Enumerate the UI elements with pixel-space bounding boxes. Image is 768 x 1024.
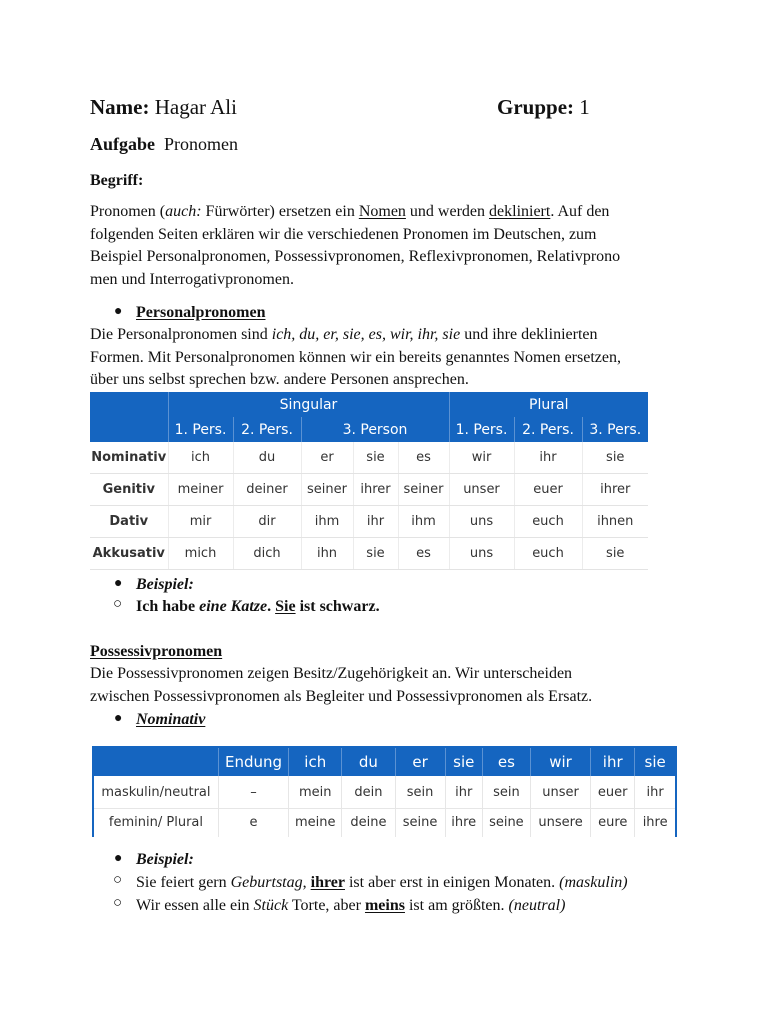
singular-header: Singular (168, 392, 449, 417)
table-row: Dativ mir dir ihm ihr ihm uns euch ihnen (90, 506, 648, 538)
personal-paragraph: Die Personalpronomen sind ich, du, er, sie, es, wir, ihr, sie und ihre deklinierten Formen. Mit Personalpronomen können wir ein bereits genanntes Nomen ersetzen, über uns selbst sprechen bzw. andere Personen ansprechen. (90, 326, 621, 388)
col-header: sie (445, 747, 482, 776)
begriff-heading: Begriff: (90, 172, 144, 189)
bullet-icon: ● (114, 851, 123, 866)
personal-pronoun-table (90, 392, 648, 570)
group-value: 1 (579, 95, 590, 119)
col-header: ihr (591, 747, 635, 776)
col-header: sie (635, 747, 676, 776)
circle-bullet-icon: ○ (113, 596, 123, 612)
plural-header: Plural (449, 392, 648, 417)
col-header: Endung (218, 747, 288, 776)
col-header: wir (530, 747, 590, 776)
name-label: Name: (90, 95, 150, 119)
group-line (497, 95, 590, 120)
group-label: Gruppe: (497, 95, 575, 119)
table-row: Nominativ ich du er sie es wir ihr sie (90, 442, 648, 474)
col-header: 1. Pers. (168, 417, 233, 442)
table-row: Akkusativ mich dich ihn sie es uns euch sie (90, 538, 648, 570)
bullet-icon: ● (114, 576, 123, 591)
table-corner (90, 392, 168, 442)
nominativ-label: Nominativ (136, 711, 206, 728)
name-line (90, 95, 237, 120)
beispiel2-sentence-1: Sie feiert gern Geburtstag, ihrer ist aber erst in einigen Monaten. (maskulin) (136, 874, 628, 891)
col-header: 1. Pers. (449, 417, 514, 442)
col-header: 2. Pers. (514, 417, 582, 442)
col-header: ich (289, 747, 342, 776)
col-header: 2. Pers. (233, 417, 301, 442)
aufgabe-value: Pronomen (164, 134, 239, 154)
beispiel2-sentence-2: Wir essen alle ein Stück Torte, aber meins ist am größten. (neutral) (136, 897, 566, 914)
bullet-icon: ● (114, 711, 123, 726)
circle-bullet-icon: ○ (113, 895, 123, 911)
beispiel1-sentence: Ich habe eine Katze. Sie ist schwarz. (136, 598, 380, 615)
col-header: es (482, 747, 530, 776)
possessiv-paragraph: Die Possessivpronomen zeigen Besitz/Zugehörigkeit an. Wir unterscheiden zwischen Possessivpronomen als Begleiter und Possessivpronomen als Ersatz. (90, 665, 593, 705)
name-value: Hagar Ali (154, 95, 237, 119)
possessiv-heading: Possessivpronomen (90, 643, 223, 660)
table-row: maskulin/neutral – mein dein sein ihr sein unser euer ihr (93, 776, 676, 809)
table-row: Genitiv meiner deiner seiner ihrer seiner unser euer ihrer (90, 474, 648, 506)
aufgabe-line (90, 134, 238, 155)
possessive-pronoun-table (92, 746, 677, 837)
circle-bullet-icon: ○ (113, 872, 123, 888)
intro-paragraph: Pronomen (auch: Fürwörter) ersetzen ein Nomen und werden dekliniert. Auf den folgenden Seiten erklären wir die verschiedenen Pronomen im Deutschen, zum Beispiel Personalpronomen, Possessivpronomen, Reflexivpronomen, Relativprono men und Interrogativpronomen. (90, 203, 621, 288)
table-row: feminin/ Plural e meine deine seine ihre seine unsere eure ihre (93, 809, 676, 838)
bullet-icon: ● (114, 304, 123, 319)
col-header: 3. Person (301, 417, 449, 442)
personal-heading: Personalpronomen (136, 304, 266, 321)
beispiel2-label: Beispiel: (136, 851, 194, 868)
col-header: du (342, 747, 395, 776)
col-header: 3. Pers. (582, 417, 648, 442)
aufgabe-label: Aufgabe (90, 134, 156, 154)
col-header: er (395, 747, 445, 776)
beispiel1-label: Beispiel: (136, 576, 194, 593)
